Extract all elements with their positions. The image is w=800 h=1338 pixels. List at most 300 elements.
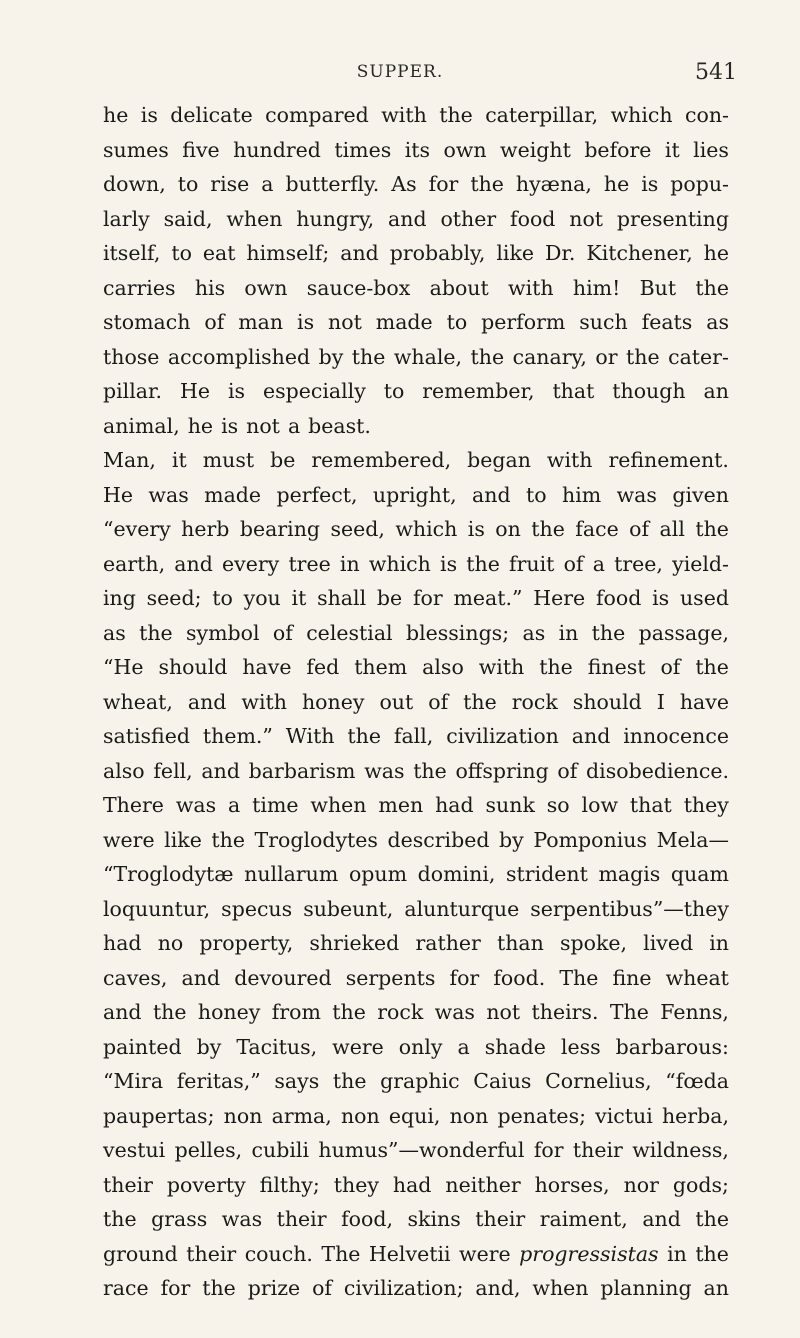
word: about [429, 275, 489, 300]
text-line [103, 995, 729, 1030]
word: herb [181, 517, 230, 541]
word: their [475, 1207, 526, 1231]
word: wheat, [103, 689, 173, 714]
word: were [103, 827, 155, 852]
word: horses, [534, 1172, 610, 1197]
word: stomach [103, 310, 191, 334]
word: for [428, 172, 459, 196]
word: a [261, 172, 274, 196]
text-line [103, 823, 729, 858]
word: for [412, 586, 443, 610]
word: the [351, 344, 386, 369]
word: had [103, 931, 142, 955]
word: like [496, 241, 535, 265]
word: is [221, 413, 239, 438]
word: Helvetii [368, 1241, 451, 1266]
word: serpents [345, 965, 436, 990]
text-line [103, 478, 729, 513]
word: finest [587, 655, 646, 679]
word: and [103, 1000, 142, 1024]
word: butterfly. [285, 172, 380, 196]
word: cater- [668, 344, 729, 369]
text-line [103, 1064, 729, 1099]
word: the [695, 1241, 729, 1266]
word: meat.” [453, 586, 523, 610]
text-line [103, 892, 729, 927]
word: passage, [638, 620, 729, 645]
word: with [508, 275, 554, 300]
word: He [180, 379, 211, 403]
word: the [332, 1000, 366, 1024]
text-line [103, 616, 729, 651]
word: not [328, 310, 362, 334]
word: out [379, 689, 414, 714]
word: caves, [103, 965, 168, 990]
word: “He [103, 655, 144, 679]
word: perform [481, 310, 566, 334]
word: those [103, 344, 160, 369]
word: nullarum [244, 862, 339, 886]
word: planning [600, 1276, 692, 1300]
word: in [339, 551, 360, 576]
word: The [321, 1241, 361, 1266]
word: is [467, 517, 485, 541]
body-text [103, 98, 729, 1306]
word: he [103, 103, 129, 127]
word: is [227, 379, 246, 403]
word: a [287, 413, 301, 438]
word: yield- [672, 551, 729, 576]
word: hyæna, [515, 172, 592, 196]
word: be [270, 448, 296, 472]
word: you [243, 586, 281, 610]
word: poverty [166, 1172, 246, 1197]
word: animal, [103, 413, 180, 438]
word: as [522, 620, 546, 645]
word: which [368, 551, 431, 576]
word: shall [317, 586, 367, 610]
word: sauce-box [306, 275, 411, 300]
word: says [274, 1069, 320, 1093]
word: “Troglodytæ [103, 862, 234, 886]
word: delicate [170, 103, 253, 127]
word: a [228, 793, 241, 817]
text-line [103, 340, 729, 375]
word: eat [202, 241, 236, 265]
text-line-with-italic [103, 1237, 729, 1272]
word: Here [533, 586, 586, 610]
word: them.” [202, 724, 273, 748]
word: specus [221, 896, 293, 921]
word: is [297, 310, 315, 334]
word: in [667, 1241, 687, 1266]
word: disobedience. [586, 758, 729, 783]
word: carries [103, 275, 176, 300]
word: is [440, 551, 458, 576]
word: especially [262, 379, 366, 403]
text-line [103, 409, 729, 444]
word: fruit [509, 551, 555, 576]
word: it [664, 137, 680, 162]
word: began [467, 448, 531, 472]
word: before [584, 137, 652, 162]
word: property, [199, 931, 294, 955]
word: prize [247, 1276, 301, 1300]
word: by [499, 827, 524, 852]
word: non [449, 1103, 489, 1128]
word: As [391, 172, 417, 196]
text-line [103, 1099, 729, 1134]
word: tree [288, 551, 331, 576]
word: Kitchener, [586, 241, 693, 265]
word: so [546, 793, 570, 817]
word: was [175, 793, 217, 817]
word: time [252, 793, 299, 817]
word: own [443, 137, 487, 162]
word: perfect, [276, 482, 358, 507]
word: he [603, 172, 630, 196]
word: than [496, 931, 544, 955]
word: the [332, 1069, 367, 1093]
word: said, [163, 206, 213, 231]
word: bearing [239, 517, 321, 541]
word: with [241, 689, 287, 714]
word: with [381, 103, 427, 127]
word: when [532, 1276, 589, 1300]
word: of [629, 517, 650, 541]
word: theirs. [531, 1000, 599, 1024]
word: a [457, 1034, 470, 1059]
word: Caius [473, 1069, 532, 1093]
word: quam [670, 862, 729, 886]
word: Tacitus, [236, 1034, 318, 1059]
word: of [272, 620, 293, 645]
word: seed, [330, 517, 385, 541]
word: an [703, 1276, 729, 1300]
word: blessings; [405, 620, 510, 645]
word: caterpillar, [485, 103, 599, 127]
text-line [103, 133, 729, 168]
word: the [591, 620, 626, 645]
word: other [440, 206, 497, 231]
word: rather [415, 931, 481, 955]
word: men [378, 793, 424, 817]
word: seed; [146, 586, 202, 610]
word: pelles, [174, 1138, 243, 1162]
word: barbarism [248, 758, 356, 783]
word: and, [475, 1276, 521, 1300]
word: the [531, 517, 565, 541]
word: compared [265, 103, 369, 127]
word: rise [210, 172, 250, 196]
word: pillar. [103, 379, 163, 403]
word: of [312, 1276, 332, 1300]
word: innocence [623, 724, 729, 748]
word: the [103, 1207, 137, 1231]
word: food. [493, 965, 546, 990]
word: from [271, 1000, 321, 1024]
word: fed [306, 655, 340, 679]
word: lies [693, 137, 729, 162]
word: own [244, 275, 288, 300]
word: of [557, 758, 578, 783]
word: sumes [103, 137, 169, 162]
word: have [242, 655, 292, 679]
word: were [332, 1034, 384, 1059]
word: “Mira [103, 1069, 164, 1093]
word: wheat [665, 965, 729, 990]
word: must [202, 448, 255, 472]
word: tree, [614, 551, 663, 576]
word: domini, [417, 862, 496, 886]
word: food, [341, 1207, 393, 1231]
word: Mela— [656, 827, 729, 852]
word: have [679, 689, 729, 714]
word: opum [348, 862, 408, 886]
word: the [626, 344, 660, 369]
word: of [660, 655, 681, 679]
word: painted [103, 1034, 182, 1059]
word: fall, [393, 724, 434, 748]
word: them [354, 655, 408, 679]
word: canary, [512, 344, 587, 369]
word: had [435, 793, 474, 817]
word: itself, [103, 241, 161, 265]
word: when [310, 793, 367, 817]
word: every [222, 551, 280, 576]
word: times [334, 137, 392, 162]
word: the [695, 517, 729, 541]
word: of [428, 689, 449, 714]
text-line [103, 857, 729, 892]
text-line [103, 1202, 729, 1237]
word: devoured [234, 965, 332, 990]
word: “fœda [665, 1069, 729, 1093]
word: with [546, 448, 593, 472]
word: the [439, 103, 473, 127]
word: earth, [103, 551, 166, 576]
word: couch. [244, 1241, 313, 1266]
word: he [703, 241, 729, 265]
word: food [510, 206, 556, 231]
word: con- [685, 103, 729, 127]
page-number: 541 [695, 60, 737, 85]
word: though [612, 379, 686, 403]
word: face [575, 517, 619, 541]
word: whale, [393, 344, 463, 369]
word: cubili [251, 1138, 310, 1162]
word: was [364, 758, 405, 783]
word: weight [500, 137, 571, 162]
word: and [472, 482, 511, 507]
word: is [652, 586, 670, 610]
word: which [610, 103, 673, 127]
word: be [376, 586, 403, 610]
word: in [558, 620, 579, 645]
word: the [347, 724, 381, 748]
word: victui [595, 1103, 653, 1128]
word: feats [641, 310, 693, 334]
word: offspring [455, 758, 549, 783]
word: Cornelius, [545, 1069, 652, 1093]
word: and [388, 206, 427, 231]
word: and [571, 724, 611, 748]
word: by [196, 1034, 222, 1059]
word: the [152, 1000, 187, 1024]
word: vestui [103, 1138, 166, 1162]
word: five [182, 137, 220, 162]
word: fine [612, 965, 652, 990]
text-line [103, 961, 729, 996]
word: was [148, 482, 189, 507]
word: wildness, [632, 1138, 729, 1162]
word: serpentibus”—they [530, 896, 729, 921]
word: had [392, 1172, 432, 1197]
word: that [552, 379, 595, 403]
word: filthy; [259, 1172, 320, 1197]
text-line [103, 581, 729, 616]
word: was [221, 1207, 263, 1231]
word: the [539, 655, 573, 679]
word: their [103, 1172, 153, 1197]
word: ing [103, 586, 136, 610]
word: an [703, 379, 729, 403]
word: the [695, 275, 729, 300]
word: humus”—wonderful [318, 1138, 525, 1162]
word: Pomponius [533, 827, 648, 852]
word: and [174, 551, 213, 576]
word: when [226, 206, 283, 231]
text-line [103, 443, 729, 478]
word: There [103, 793, 164, 817]
word: celestial [306, 620, 393, 645]
word: such [579, 310, 628, 334]
word: herba, [661, 1103, 729, 1128]
word: beast. [308, 413, 371, 438]
text-line [103, 650, 729, 685]
word: as [706, 310, 729, 334]
word: honey [301, 689, 365, 714]
word: were [459, 1241, 511, 1266]
word: skins [407, 1207, 461, 1231]
word: they [683, 793, 729, 817]
word: hungry, [296, 206, 375, 231]
word: low [581, 793, 618, 817]
word: no [157, 931, 184, 955]
word: on [495, 517, 521, 541]
word: strident [506, 862, 588, 886]
word: presenting [616, 206, 729, 231]
word: like [164, 827, 202, 852]
word: that [629, 793, 672, 817]
word: nor [623, 1172, 659, 1197]
word: not [246, 413, 280, 438]
word: and [642, 1207, 681, 1231]
word: shrieked [309, 931, 400, 955]
text-line [103, 271, 729, 306]
text-line [103, 167, 729, 202]
word: by [318, 344, 344, 369]
word: the [413, 758, 447, 783]
word: arma, [271, 1103, 332, 1128]
word: to [446, 310, 468, 334]
word: its [404, 137, 431, 162]
word: accomplished [167, 344, 311, 369]
word: Man, [103, 448, 156, 472]
word: rock [511, 689, 558, 714]
text-line [103, 719, 729, 754]
word: upright, [372, 482, 457, 507]
word: probably, [389, 241, 486, 265]
text-line [103, 512, 729, 547]
word: hundred [233, 137, 321, 162]
word: refinement. [608, 448, 729, 472]
text-line [103, 1271, 729, 1306]
word: remembered, [311, 448, 452, 472]
word: non [340, 1103, 380, 1128]
word: is [140, 103, 158, 127]
word: “every [103, 517, 171, 541]
word: for [533, 1138, 564, 1162]
word: loquuntur, [103, 896, 211, 921]
word: the [470, 344, 505, 369]
word: and [181, 965, 221, 990]
word: magis [598, 862, 661, 886]
word: the [466, 551, 500, 576]
word: less [560, 1034, 601, 1059]
word: to [171, 241, 192, 265]
word: down, [103, 172, 166, 196]
word: barbarous: [615, 1034, 729, 1059]
word: But [639, 275, 677, 300]
italic-word: progressistas [519, 1241, 659, 1266]
word: the [211, 827, 245, 852]
word: not [486, 1000, 521, 1024]
word: rock [377, 1000, 424, 1024]
text-line [103, 1168, 729, 1203]
word: race [103, 1276, 149, 1300]
word: made [375, 310, 433, 334]
word: was [616, 482, 657, 507]
word: described [387, 827, 490, 852]
word: Troglodytes [254, 827, 378, 852]
word: grass [151, 1207, 208, 1231]
word: ground [103, 1241, 178, 1266]
word: the [139, 620, 173, 645]
running-head: SUPPER. [356, 62, 444, 82]
word: Dr. [544, 241, 576, 265]
word: it [291, 586, 307, 610]
word: sunk [485, 793, 535, 817]
word: only [398, 1034, 443, 1059]
word: made [204, 482, 262, 507]
text-line [103, 754, 729, 789]
text-line [103, 1133, 729, 1168]
text-line [103, 374, 729, 409]
word: used [679, 586, 729, 610]
word: and [201, 758, 240, 783]
word: civilization [446, 724, 559, 748]
word: man [238, 310, 284, 334]
word: alunturque [404, 896, 520, 921]
word: given [672, 482, 729, 507]
word: their [572, 1138, 623, 1162]
word: fell, [153, 758, 193, 783]
word: he [187, 413, 214, 438]
word: larly [103, 206, 150, 231]
word: civilization; [343, 1276, 464, 1300]
word: or [595, 344, 618, 369]
